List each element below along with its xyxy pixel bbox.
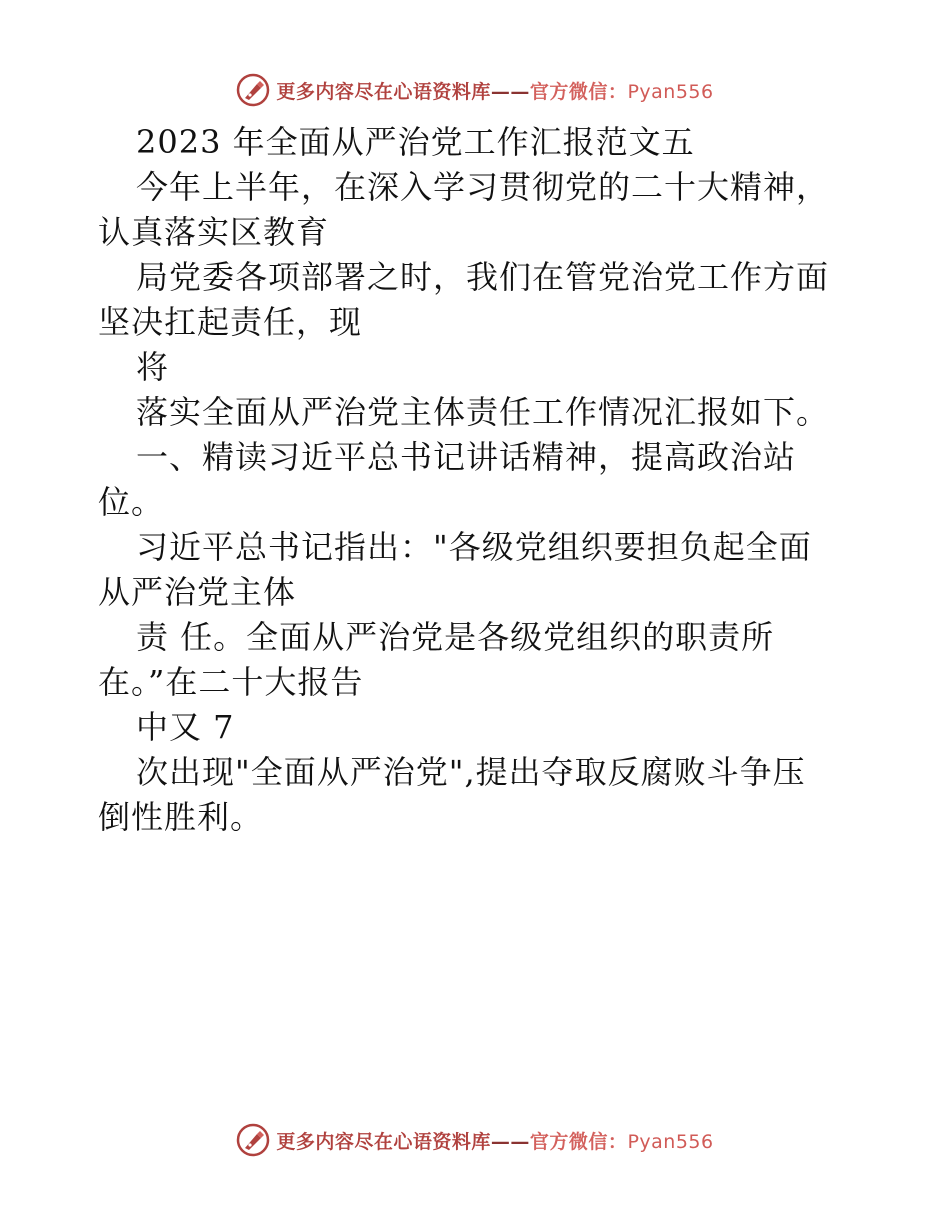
paragraph-line: 将 bbox=[136, 348, 170, 386]
footer-dash: —— bbox=[490, 1130, 530, 1153]
paragraph-line: 从严治党主体 bbox=[98, 573, 297, 611]
pen-nib-logo-icon bbox=[236, 73, 270, 107]
paragraph-line: 认真落实区教育 bbox=[98, 213, 330, 251]
header-wechat-label: 官方微信： bbox=[529, 80, 628, 103]
paragraph-line: 责 任。全面从严治党是各级党组织的职责所 bbox=[136, 618, 775, 656]
section-heading-line: 一、精读习近平总书记讲话精神，提高政治站 bbox=[136, 438, 797, 476]
document-body bbox=[98, 120, 858, 840]
header-banner bbox=[0, 70, 950, 110]
paragraph-line: 落实全面从严治党主体责任工作情况汇报如下。 bbox=[136, 393, 830, 431]
footer-banner bbox=[0, 1120, 950, 1160]
footer-wechat-id: Pyan556 bbox=[627, 1130, 714, 1153]
header-banner-text bbox=[276, 77, 713, 104]
paragraph-line: 倒性胜利。 bbox=[98, 798, 264, 836]
paragraph-line: 坚决扛起责任，现 bbox=[98, 303, 363, 341]
paragraph-line: 中又 7 bbox=[136, 708, 235, 746]
footer-banner-text bbox=[276, 1127, 713, 1154]
paragraph-line: 在。”在二十大报告 bbox=[98, 663, 364, 701]
header-wechat-id: Pyan556 bbox=[627, 80, 714, 103]
footer-wechat-label: 官方微信： bbox=[529, 1130, 628, 1153]
footer-site-name: 更多内容尽在心语资料库 bbox=[276, 1130, 491, 1153]
paragraph-line: 习近平总书记指出："各级党组织要担负起全面 bbox=[136, 528, 812, 566]
document-title: 2023 年全面从严治党工作汇报范文五 bbox=[136, 123, 695, 161]
header-site-name: 更多内容尽在心语资料库 bbox=[276, 80, 491, 103]
section-heading-line: 位。 bbox=[98, 483, 165, 521]
paragraph-line: 局党委各项部署之时，我们在管党治党工作方面 bbox=[136, 258, 830, 296]
pen-nib-logo-icon bbox=[236, 1123, 270, 1157]
paragraph-line: 今年上半年，在深入学习贯彻党的二十大精神， bbox=[136, 168, 830, 206]
paragraph-line: 次出现"全面从严治党",提出夺取反腐败斗争压 bbox=[136, 753, 806, 791]
header-dash: —— bbox=[490, 80, 530, 103]
